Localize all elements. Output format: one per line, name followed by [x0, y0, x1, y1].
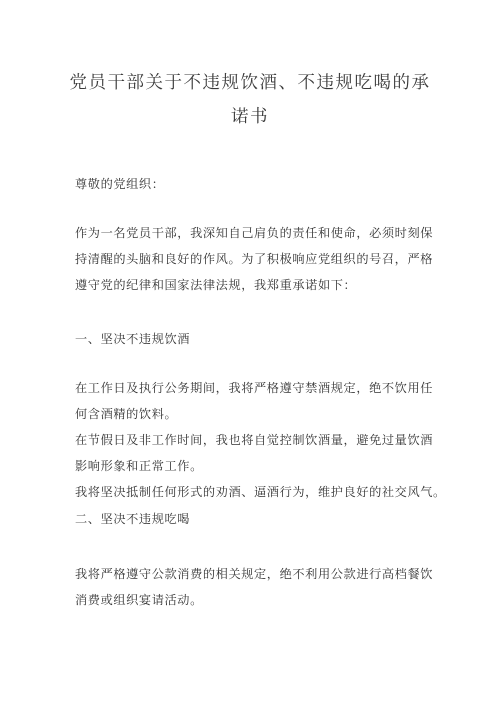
intro-line: 作为一名党员干部，我深知自己肩负的责任和使命，必须时刻保: [75, 226, 434, 240]
section1-line: 我将坚决抵制任何形式的劝酒、逼酒行为，维护良好的社交风气。: [75, 485, 446, 499]
document-title-line-2: 诺书: [231, 107, 269, 127]
section1-heading: 一、坚决不违规饮酒: [75, 332, 191, 346]
document-title-line-1: 党员干部关于不违规饮酒、不违规吃喝的承: [69, 73, 431, 93]
intro-line: 持清醒的头脑和良好的作风。为了积极响应党组织的号召，严格: [75, 252, 434, 266]
intro-line: 遵守党的纪律和国家法律法规，我郑重承诺如下：: [75, 278, 357, 292]
section2-line: 我将严格遵守公款消费的相关规定，绝不利用公款进行高档餐饮: [75, 567, 434, 581]
section1-line: 在工作日及执行公务期间，我将严格遵守禁酒规定，绝不饮用任: [75, 381, 434, 395]
section1-line: 何含酒精的饮料。: [75, 407, 178, 421]
salutation: 尊敬的党组织：: [75, 177, 165, 191]
section2-line: 消费或组织宴请活动。: [75, 593, 203, 607]
section2-heading: 二、坚决不违规吃喝: [75, 512, 191, 526]
section1-line: 在节假日及非工作时间，我也将自觉控制饮酒量，避免过量饮酒: [75, 433, 434, 447]
section1-line: 影响形象和正常工作。: [75, 459, 203, 473]
